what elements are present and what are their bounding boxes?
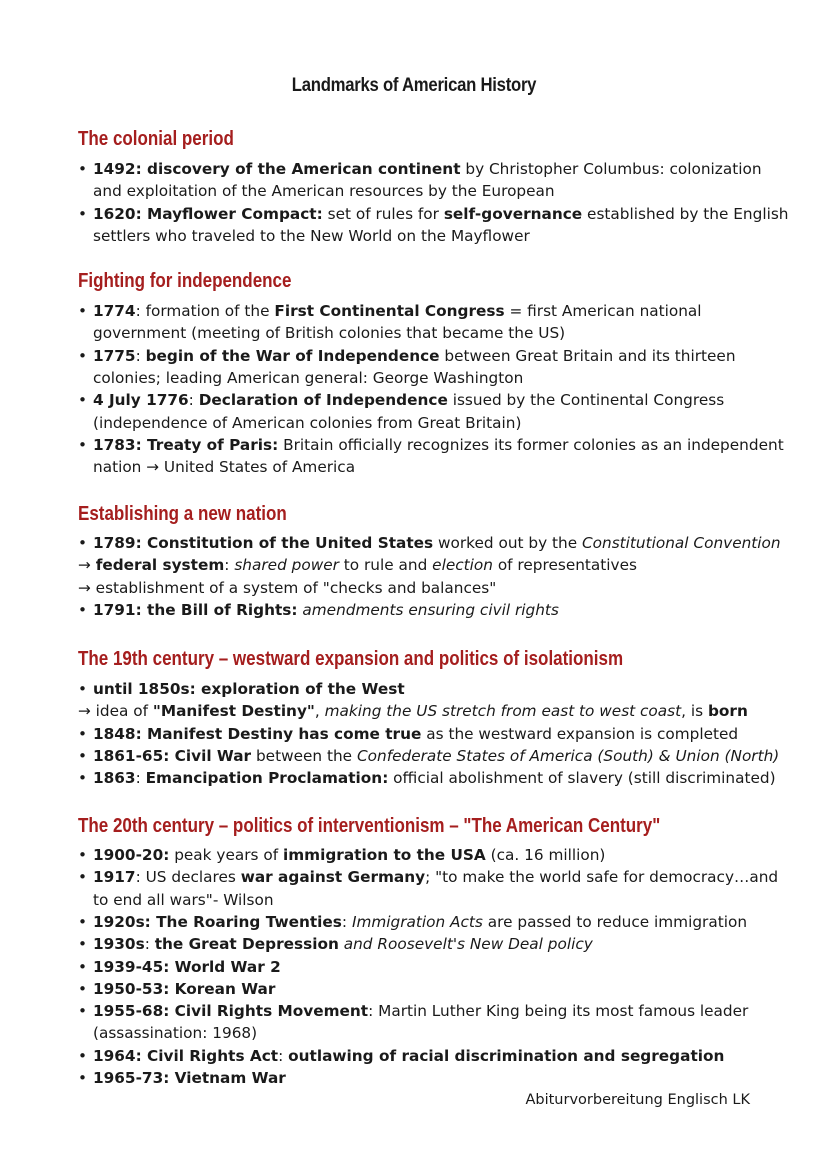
bold-text: Emancipation Proclamation:	[145, 769, 389, 788]
bullet-continuation	[93, 456, 355, 478]
bullet-item	[78, 1000, 748, 1022]
text-run: of representatives	[492, 556, 637, 575]
text-run: to end all wars"- Wilson	[93, 890, 274, 909]
text-run: :	[135, 769, 146, 788]
bold-text: 1920s: The Roaring Twenties	[93, 912, 342, 931]
bullet-item	[78, 300, 702, 322]
bold-text: the Great Depression	[154, 935, 339, 954]
bullet-icon: •	[78, 534, 88, 552]
bullet-continuation	[93, 889, 274, 911]
bullet-icon: •	[78, 680, 88, 698]
bold-text: 1861-65: Civil War	[93, 746, 252, 765]
bold-text: 1620: Mayflower Compact:	[93, 204, 323, 223]
bullet-item	[78, 1067, 286, 1089]
page-footer: Abiturvorbereitung Englisch LK	[525, 1092, 750, 1108]
bold-text: 1939-45: World War 2	[93, 957, 281, 976]
bold-text: Declaration of Independence	[198, 391, 448, 410]
bold-text: 1955-68: Civil Rights Movement	[93, 1002, 369, 1021]
bullet-item	[78, 933, 593, 955]
bold-text: 1783: Treaty of Paris:	[93, 435, 279, 454]
bullet-item	[78, 532, 781, 554]
bullet-icon: •	[78, 846, 88, 864]
text-run: :	[341, 912, 352, 931]
italic-text: amendments ensuring civil rights	[302, 600, 559, 619]
bullet-item	[78, 389, 724, 411]
bullet-icon: •	[78, 1002, 88, 1021]
bold-text: self-governance	[443, 204, 583, 223]
bullet-icon: •	[78, 1046, 88, 1065]
text-run: government (meeting of British colonies that became the US)	[93, 324, 566, 343]
section-heading: The 20th century – politics of interventionism – "The American Century"	[78, 815, 661, 837]
bold-text: 1492: discovery of the American continent	[93, 160, 461, 178]
text-run: worked out by the	[433, 534, 582, 552]
text-run: by Christopher Columbus: colonization	[460, 160, 762, 178]
bullet-icon: •	[78, 957, 88, 976]
text-run: → idea of	[78, 702, 153, 721]
bold-text: 1774	[93, 302, 136, 320]
bullet-continuation	[93, 412, 521, 434]
text-run: : US declares	[135, 868, 241, 887]
section-heading: Fighting for independence	[78, 270, 292, 292]
bold-text: First Continental Congress	[274, 302, 505, 320]
bold-text: 1930s	[93, 935, 145, 954]
bullet-icon: •	[78, 724, 88, 743]
text-run: , is	[681, 702, 708, 721]
text-run: are passed to reduce immigration	[482, 912, 748, 931]
bold-text: 1789: Constitution of the United States	[93, 534, 434, 552]
text-run: = first American national	[504, 302, 702, 320]
bullet-item	[78, 434, 784, 456]
text-run: nation → United States of America	[93, 458, 356, 477]
bullet-item	[78, 345, 736, 367]
section-heading: The 19th century – westward expansion and politics of isolationism	[78, 648, 624, 670]
bold-text: born	[707, 702, 748, 721]
text-run: as the westward expansion is completed	[421, 724, 739, 743]
text-run: (ca. 16 million)	[485, 846, 606, 864]
bullet-item	[78, 723, 738, 745]
text-run: :	[135, 346, 146, 365]
text-run: ; "to make the world safe for democracy…and	[425, 868, 779, 887]
bullet-item	[78, 911, 747, 933]
bold-text: begin of the War of Independence	[145, 346, 440, 365]
bullet-continuation	[93, 367, 523, 389]
bullet-icon: •	[78, 204, 88, 223]
document-title: Landmarks of American History	[291, 75, 537, 96]
italic-text: Confederate States of America (South) & Union (North)	[356, 746, 780, 765]
bullet-item	[78, 978, 275, 1000]
bold-text: immigration to the USA	[282, 846, 486, 864]
text-run: Britain officially recognizes its former colonies as an independent	[278, 435, 784, 454]
text-run: set of rules for	[322, 204, 444, 223]
bullet-item	[78, 767, 776, 789]
bold-text: 1917	[93, 868, 136, 887]
text-run: → establishment of a system of "checks and balances"	[78, 578, 497, 597]
bullet-item	[78, 745, 779, 767]
text-run: issued by the Continental Congress	[447, 391, 725, 410]
bullet-item	[78, 1045, 724, 1067]
bold-text: war against Germany	[240, 868, 426, 887]
bold-text: 1863	[93, 769, 136, 788]
bullet-icon: •	[78, 979, 88, 998]
arrow-item	[78, 577, 496, 599]
bullet-icon: •	[78, 935, 88, 954]
text-run: :	[188, 391, 199, 410]
bold-text: 1791: the Bill of Rights:	[93, 600, 298, 619]
bold-text: until 1850s: exploration of the West	[93, 680, 405, 698]
italic-text: Constitutional Convention	[581, 534, 781, 552]
bold-text: 1950-53: Korean War	[93, 979, 276, 998]
text-run: ,	[314, 702, 325, 721]
text-run: peak years of	[169, 846, 283, 864]
bold-text: federal system	[95, 556, 225, 575]
bold-text: 1900-20:	[93, 846, 170, 864]
arrow-item	[78, 554, 637, 576]
italic-text: Immigration Acts	[351, 912, 483, 931]
section-heading: Establishing a new nation	[78, 503, 287, 525]
bullet-item	[78, 678, 405, 700]
text-run: : Martin Luther King being its most famous leader	[368, 1002, 749, 1021]
bold-text: 1848: Manifest Destiny has come true	[93, 724, 422, 743]
text-run: between Great Britain and its thirteen	[439, 346, 736, 365]
bullet-icon: •	[78, 868, 88, 887]
bullet-icon: •	[78, 769, 88, 788]
text-run: settlers who traveled to the New World on the Mayflower	[93, 226, 530, 245]
bullet-icon: •	[78, 1069, 88, 1087]
bullet-item	[78, 203, 789, 225]
text-run: : formation of the	[135, 302, 275, 320]
bullet-item	[78, 956, 281, 978]
bullet-item	[78, 844, 605, 866]
bullet-item	[78, 158, 762, 180]
bullet-item	[78, 866, 778, 888]
text-run: and exploitation of the American resources by the European	[93, 182, 555, 201]
text-run: (assassination: 1968)	[93, 1024, 258, 1043]
text-run: (independence of American colonies from Great Britain)	[93, 413, 522, 432]
bullet-icon: •	[78, 391, 88, 410]
bullet-icon: •	[78, 160, 88, 178]
bullet-continuation	[93, 225, 530, 247]
bullet-item	[78, 599, 559, 621]
text-run: between the	[251, 746, 357, 765]
bold-text: 1775	[93, 346, 136, 365]
bullet-icon: •	[78, 435, 88, 454]
text-run: →	[78, 556, 96, 575]
section-heading: The colonial period	[78, 128, 234, 150]
bullet-continuation	[93, 322, 565, 344]
bullet-icon: •	[78, 912, 88, 931]
text-run: :	[144, 935, 155, 954]
bold-text: outlawing of racial discrimination and segregation	[288, 1046, 725, 1065]
bullet-icon: •	[78, 600, 88, 619]
italic-text: shared power	[234, 556, 339, 575]
bullet-icon: •	[78, 346, 88, 365]
bold-text: "Manifest Destiny"	[152, 702, 315, 721]
text-run: established by the English	[582, 204, 789, 223]
italic-text: making the US stretch from east to west coast	[324, 702, 682, 721]
text-run: :	[278, 1046, 289, 1065]
bold-text: 4 July 1776	[93, 391, 189, 410]
text-run: colonies; leading American general: George Washington	[93, 368, 524, 387]
bold-text: 1964: Civil Rights Act	[93, 1046, 279, 1065]
bullet-icon: •	[78, 746, 88, 765]
bold-text: 1965-73: Vietnam War	[93, 1069, 286, 1087]
arrow-item	[78, 700, 748, 722]
text-run: official abolishment of slavery (still discriminated)	[388, 769, 776, 788]
text-run: :	[224, 556, 235, 575]
bullet-icon: •	[78, 302, 88, 320]
italic-text: election	[432, 556, 493, 575]
italic-text: and Roosevelt's New Deal policy	[343, 935, 593, 954]
bullet-continuation	[93, 1022, 257, 1044]
bullet-continuation	[93, 180, 555, 202]
text-run: to rule and	[338, 556, 433, 575]
